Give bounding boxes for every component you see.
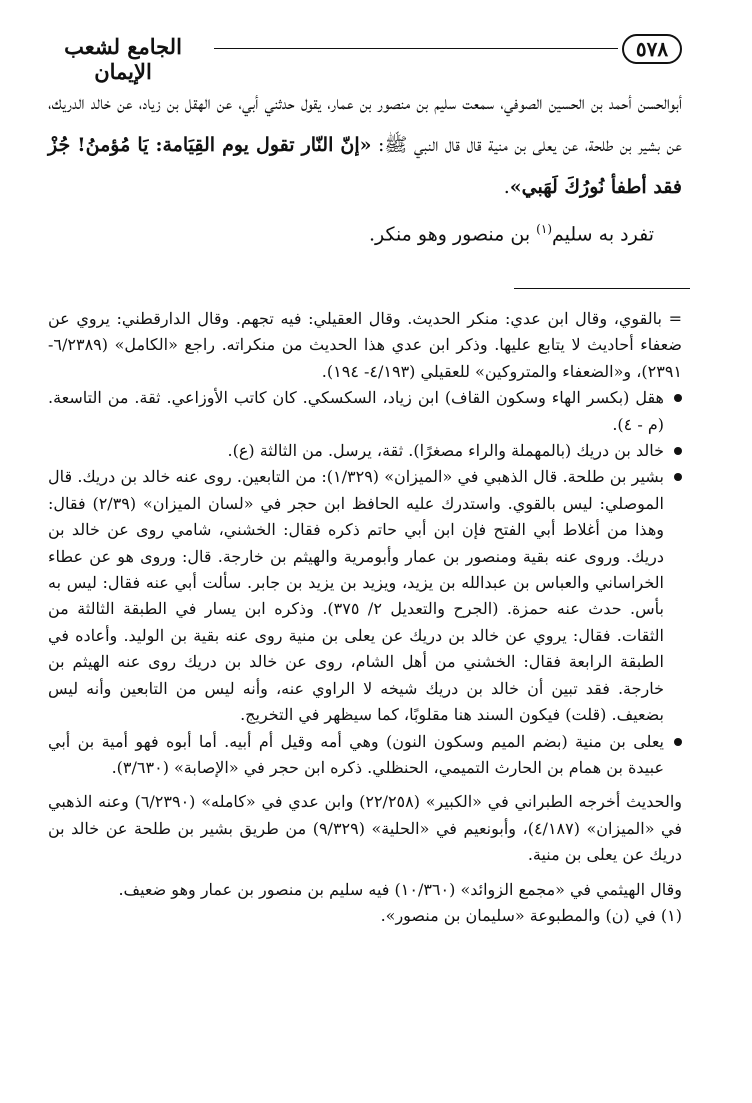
hadith-text: «إنّ النّار تقول يوم القِيَامة: يَا مُؤمنُ! جُزْ فقد أطفأ نُورُكَ لَهَبي» [48,134,682,198]
footnote-divider [514,288,690,289]
narrator-note: بشير بن طلحة. قال الذهبي في «الميزان» (١/٣٢٩): من التابعين. روى عنه خالد بن دريك. قال الموصلي: ليس بالقوي. واستدرك عليه الحافظ ابن حجر في «لسان الميزان» (٢/٣٩) فقال: وهذا من أغلاط أبي الفتح فإن ابن أبي حاتم ذكره فقال: الخشني، شامي روى عن خالد بن دريك. وروى عنه بقية ومنصور بن عمار وأبومرية والهيثم بن خارجة. قال: وروى هو عن عطاء الخراساني والعباس بن عبدالله بن يزيد، ويزيد بن يزيد بن جابر. سألت أبي عنه فقال: ليس به بأس. حدث عنه حمزة. (الجرح والتعديل ٢/ ٣٧٥). وذكره ابن يسار في الطبقة الثالثة من الثقات. فقال: يروي عن خالد بن دريك عن يعلى بن منية روى عنه بقية بن الوليد. وأعاده في الطبقة الرابعة فقال: الخشني من أهل الشام، روى عن خالد بن دريك روى عنه الهيثم بن خارجة. فقد تبين أن خالد بن دريك شيخه لا الراوي عنه، وأنه ليس من التابعين وأنه ليس بضعيف. (قلت) فيكون السند هنا مقلوبًا، كما سيظهر في التخريج. [48,464,682,728]
bullet-icon [674,447,682,455]
comment-part-1: تفرد به سليم [552,223,654,246]
running-title: الجامع لشعب الإيمان [64,34,182,84]
bullet-icon [674,473,682,481]
comment-paragraph [48,208,682,255]
haythami-paragraph: وقال الهيثمي في «مجمع الزوائد» (١٠/٣٦٠) فيه سليم بن منصور بن عمار وهو ضعيف. [118,879,682,899]
main-text [48,82,682,255]
takhrij-paragraph: والحديث أخرجه الطبراني في «الكبير» (٢٢/٢٥٨) وابن عدي في «كامله» (٦/٢٣٩٠) وعنه الذهبي في «الميزان» (٤/١٨٧)، وأبونعيم في «الحلية» (٩/٣٢٩) من طريق بشير بن طلحة عن خالد بن دريك عن يعلى بن منية. [48,792,683,865]
note-continuation: = بالقوي، وقال ابن عدي: منكر الحديث. وقال العقيلي: فيه تجهم. وقال الدارقطني: يروي عن ضعفاء أحاديث لا يتابع عليها. وذكر ابن عدي هذا الحديث من منكراته. راجع «الكامل» (٦/٢٣٨٩- ٢٣٩١)، و«الضعفاء والمتروكين» للعقيلي (٤/١٩٣- ١٩٤). [48,309,683,381]
footnotes [48,306,682,929]
comment-part-2: بن منصور وهو منكر. [368,223,537,246]
bullet-icon [674,394,682,402]
page-header [36,28,682,84]
footnote-ref: (١) [536,222,552,236]
bullet-icon [674,738,682,746]
narrator-note: خالد بن دريك (بالمهملة والراء مصغرًا). ثقة، يرسل. من الثالثة (ع). [48,438,682,464]
spacer [48,869,682,877]
narrator-note: هقل (بكسر الهاء وسكون القاف) ابن زياد، السكسكي. كان كاتب الأوزاعي. ثقة. من التاسعة. (م - ٤). [48,385,682,438]
hadith-end: . [503,176,510,198]
page-number: ٥٧٨ [622,34,682,64]
footnote-1: (١) في (ن) والمطبوعة «سليمان بن منصور». [380,905,682,925]
header-rule [214,48,618,49]
isnad-paragraph [48,82,682,208]
isnad-text: أبوالحسن أحمد بن الحسين الصوفي، سمعت سليم بن منصور بن عمار، يقول حدثني أبي، عن الهقل بن زياد، عن خالد الدريك، عن بشير بن طلحة، عن يعلى بن منية قال قال النبي ﷺ: [48,92,683,156]
spacer [48,781,682,789]
narrator-note: يعلى بن منية (بضم الميم وسكون النون) وهي أمه وقيل أم أبيه. أما أبوه فهو أمية بن أبي عبيدة بن همام بن الحارث التميمي، الحنظلي. ذكره ابن حجر في «الإصابة» (٣/٦٣٠). [48,729,682,782]
